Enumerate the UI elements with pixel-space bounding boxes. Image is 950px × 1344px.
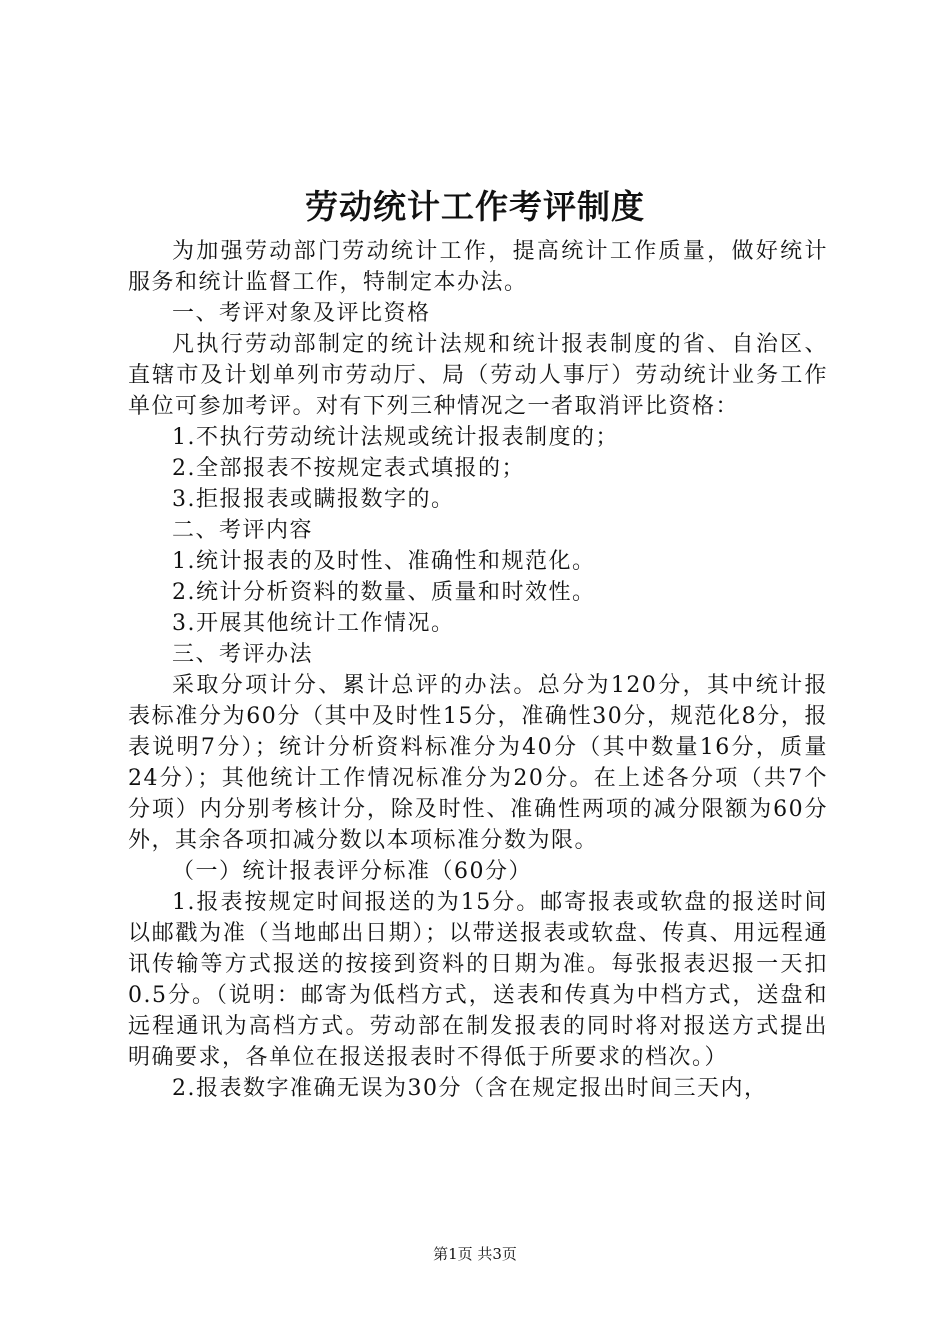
list-item: 3.开展其他统计工作情况。 <box>172 611 455 636</box>
list-item: 1.报表按规定时间报送的为15分。邮寄报表或软盘的报送时间以邮戳为准（当地邮出日期）；以带送报表或软盘、传真、用远程通讯传输等方式报送的按接到资料的日期为准。每张报表迟报一天扣0.5分。（说明：邮寄为低档方式，送表和传真为中档方式，送盘和远程通讯为高档方式。劳动部在制发报表的同时将对报送方式提出明确要求，各单位在报送报表时不得低于所要求的档次。） <box>128 890 828 1070</box>
section-heading-1: 一、考评对象及评比资格 <box>172 301 431 326</box>
list-item: 2.报表数字准确无误为30分（含在规定报出时间三天内， <box>172 1076 768 1101</box>
paragraph: 凡执行劳动部制定的统计法规和统计报表制度的省、自治区、直辖市及计划单列市劳动厅、局（劳动人事厅）劳动统计业务工作单位可参加考评。对有下列三种情况之一者取消评比资格： <box>128 332 828 419</box>
page-footer: 第1页 共3页 <box>433 1245 517 1263</box>
section-heading-2: 二、考评内容 <box>172 518 314 543</box>
document-body <box>128 236 828 1104</box>
paragraph-intro: 为加强劳动部门劳动统计工作，提高统计工作质量，做好统计服务和统计监督工作，特制定本办法。 <box>128 239 828 295</box>
list-item: 2.全部报表不按规定表式填报的； <box>172 456 525 481</box>
document-title: 劳动统计工作考评制度 <box>305 187 645 226</box>
list-item: 1.不执行劳动统计法规或统计报表制度的； <box>172 425 619 450</box>
list-item: 2.统计分析资料的数量、质量和时效性。 <box>172 580 596 605</box>
list-item: 1.统计报表的及时性、准确性和规范化。 <box>172 549 596 574</box>
section-heading-3: 三、考评办法 <box>172 642 314 667</box>
list-item: 3.拒报报表或瞒报数字的。 <box>172 487 455 512</box>
subsection-heading: （一）统计报表评分标准（60分） <box>172 859 532 884</box>
paragraph: 采取分项计分、累计总评的办法。总分为120分，其中统计报表标准分为60分（其中及时性15分，准确性30分，规范化8分，报表说明7分）；统计分析资料标准分为40分（其中数量16分，质量24分）；其他统计工作情况标准分为20分。在上述各分项（共7个分项）内分别考核计分，除及时性、准确性两项的减分限额为60分外，其余各项扣减分数以本项标准分数为限。 <box>128 673 828 853</box>
